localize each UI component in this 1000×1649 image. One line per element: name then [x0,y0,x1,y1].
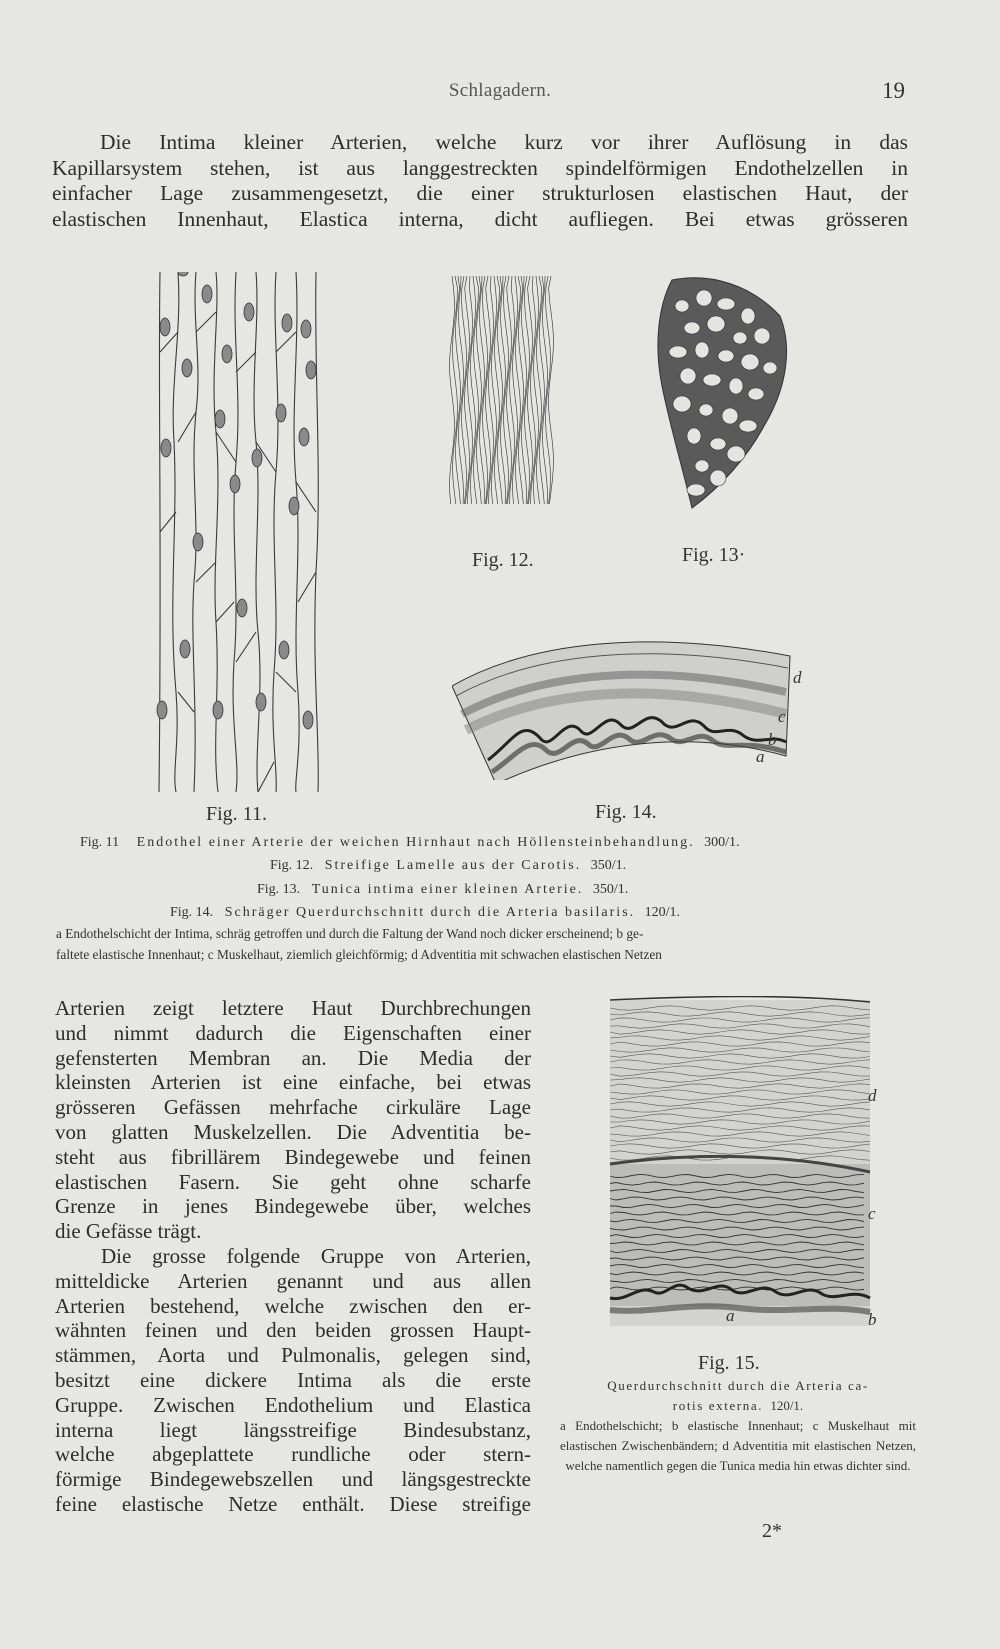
fig12-fibre [480,276,485,504]
fig13-fenestra [741,354,759,370]
fig13-fenestra [763,362,777,374]
fig12-caption [270,855,870,876]
caption-fig-label: Fig. 11 [80,835,120,850]
caption-text: Tunica intima einer kleinen Arterie. [311,882,584,897]
fig12-fibre [492,276,497,504]
body-line: wähnten feinen und den beiden grossen Haupt- [55,1318,531,1343]
fig12-fibre [483,276,488,504]
body-line: Die grosse folgende Gruppe von Arterien, [101,1243,531,1268]
fig15-letter-d: d [868,1086,877,1105]
caption-fig-label: Fig. 14. [170,905,214,920]
fig13-fenestra [722,408,738,424]
fig13-intima-network-illustration [652,276,792,512]
fig12-fibre [489,276,494,504]
body-line: Arterien zeigt letztere Haut Durchbrechungen [55,996,531,1020]
fig15-caption-title: rotis externa. [672,1398,764,1413]
body-line: gefensterten Membran an. Die Media der [55,1045,531,1070]
fig12-lamella-illustration [448,276,558,512]
fig15-caption-magnification: 120/1. [770,1398,804,1413]
fig15-label: Fig. 15. [698,1352,760,1374]
fig13-fenestra [695,342,709,358]
fig14-letter-a: a [756,747,765,766]
intro-line: einfacher Lage zusammengesetzt, die einer strukturlosen elastischen Haut, der [52,181,908,205]
fig13-fenestra [733,332,747,344]
fig12-fibre [549,276,554,504]
fig12-fibre [522,276,527,504]
body-line: förmige Bindegewebszellen und längsgestreckte [55,1467,531,1492]
fig14-caption [170,902,890,923]
fig12-fibre [450,276,455,504]
fig13-fenestra [748,388,764,400]
fig13-fenestra [675,300,689,312]
caption-magnification: 120/1. [644,905,681,920]
fig11-label: Fig. 11. [206,803,267,825]
fig12-fibre [465,276,470,504]
intro-line: Die Intima kleiner Arterien, welche kurz vor ihrer Auflösung in das [100,130,908,154]
body-line: besitzt eine dickere Intima als die erste [55,1367,531,1392]
fig12-fibre [510,276,515,504]
fig15-letter-c: c [868,1204,876,1223]
body-line: interna liegt längsstreifige Bindesubstanz, [55,1417,531,1442]
fig12-fibre [504,276,509,504]
caption-fig-label: Fig. 13. [257,882,301,897]
caption-fig-label: Fig. 12. [270,858,314,873]
fig13-fenestra [710,470,726,486]
fig13-fenestra [687,484,705,496]
fig13-label: Fig. 13· [682,544,746,566]
fig13-fenestra [680,368,696,384]
fig14-basilaris-section-illustration [452,630,792,780]
fig13-fenestra [739,420,757,432]
body-line: stämmen, Aorta und Pulmonalis, gelegen sind, [55,1343,531,1368]
page-number: 19 [882,78,905,103]
fig13-fenestra [695,460,709,472]
body-line: die Gefässe trägt. [55,1219,202,1244]
fig14-legend-line: a Endothelschicht der Intima, schräg getroffen und durch die Faltung der Wand noch dicker erscheinend; b ge- [56,926,644,941]
fig12-fibre [534,276,539,504]
body-line: steht aus fibrillärem Bindegewebe und feinen [55,1144,531,1169]
fig13-fenestra [703,374,721,386]
fig13-fenestra [684,322,700,334]
fig12-fibre [471,276,476,504]
fig15-carotis-section-illustration [608,996,874,1332]
fig14-letter-b: b [768,730,777,749]
fig12-fibre [507,276,512,504]
fig13-fenestra [718,350,734,362]
body-line: kleinsten Arterien ist eine einfache, bei etwas [55,1070,531,1095]
fig15-legend: a Endothelschicht; b elastische Innenhaut; c Muskelhaut mit elastischen Zwischenbändern; d Adventitia mit elastischen Netzen, welche namentlich gegen die Tunica media hin etwas dichter sind. [560,1418,916,1473]
fig13-fenestra [754,328,770,344]
fig13-fenestra [687,428,701,444]
fig12-fibre [543,276,548,504]
fig12-fibre [468,276,473,504]
intro-paragraph [52,130,908,232]
fig13-fenestra [673,396,691,412]
fig13-caption [257,879,877,900]
fig12-fibre [486,276,491,504]
fig11-endothelium-illustration [156,272,336,792]
fig12-label: Fig. 12. [472,549,534,571]
running-header: Schlagadern. [448,80,552,101]
body-line: grösseren Gefässen mehrfache cirkuläre Lage [55,1095,531,1120]
body-line: Gruppe. Zwischen Endothelium und Elastica [55,1392,531,1417]
caption-text: Schräger Querdurchschnitt durch die Arteria basilaris. [224,905,636,920]
fig15-caption-title: Querdurchschnitt durch die Arteria ca- [607,1378,869,1393]
fig11-caption [80,832,900,853]
fig15-letter-a: a [726,1306,735,1325]
body-line: elastischen Fasern. Sie geht ohne scharfe [55,1169,531,1194]
intro-line: elastischen Innenhaut, Elastica interna, dicht aufliegen. Bei etwas grösseren [52,206,908,231]
fig13-fenestra [669,346,687,358]
body-line: mitteldicke Arterien genannt und aus allen [55,1268,531,1293]
fig13-fenestra [699,404,713,416]
fig12-fibre [501,276,506,504]
caption-text: Streifige Lamelle aus der Carotis. [324,858,582,873]
fig15-letter-b: b [868,1310,877,1329]
body-line: feine elastische Netze enthält. Diese streifige [55,1491,531,1516]
fig14-letter-d: d [793,668,802,687]
body-column [55,996,531,1517]
body-line: von glatten Muskelzellen. Die Adventitia be- [55,1119,531,1144]
intro-line: Kapillarsystem stehen, ist aus langgestreckten spindelförmigen Endothelzellen in [52,155,908,180]
fig14-letter-c: c [778,707,786,726]
fig12-fibre [528,276,533,504]
fig14-legend-line: faltete elastische Innenhaut; c Muskelhaut, ziemlich gleichförmig; d Adventitia mit schwachen elastischen Netzen [56,947,662,962]
fig13-fenestra [727,446,745,462]
fig13-fenestra [707,316,725,332]
fig12-fibre [525,276,530,504]
fig12-fibre [546,276,551,504]
fig13-fenestra [717,298,735,310]
caption-text: Endothel einer Arterie der weichen Hirnhaut nach Höllensteinbehandlung. [136,835,695,850]
caption-magnification: 350/1. [592,882,629,897]
fig13-fenestra [741,308,755,324]
signature-mark: 2* [762,1520,782,1542]
body-line: und nimmt dadurch die Eigenschaften einer [55,1020,531,1045]
caption-magnification: 300/1. [704,835,740,850]
fig13-fenestra [729,378,743,394]
caption-magnification: 350/1. [590,858,627,873]
fig13-fenestra [696,290,712,306]
body-line: welche abgeplattete rundliche oder stern- [55,1442,531,1467]
fig12-fibre [513,276,518,504]
fig14-label: Fig. 14. [595,801,657,823]
body-line: Grenze in jenes Bindegewebe über, welches [55,1194,531,1219]
fig13-fenestra [710,438,726,450]
fig12-fibre [459,276,464,504]
fig15-caption-title-end [560,1396,916,1416]
body-line: Arterien bestehend, welche zwischen den er- [55,1293,531,1318]
fig15-caption [560,1376,916,1476]
